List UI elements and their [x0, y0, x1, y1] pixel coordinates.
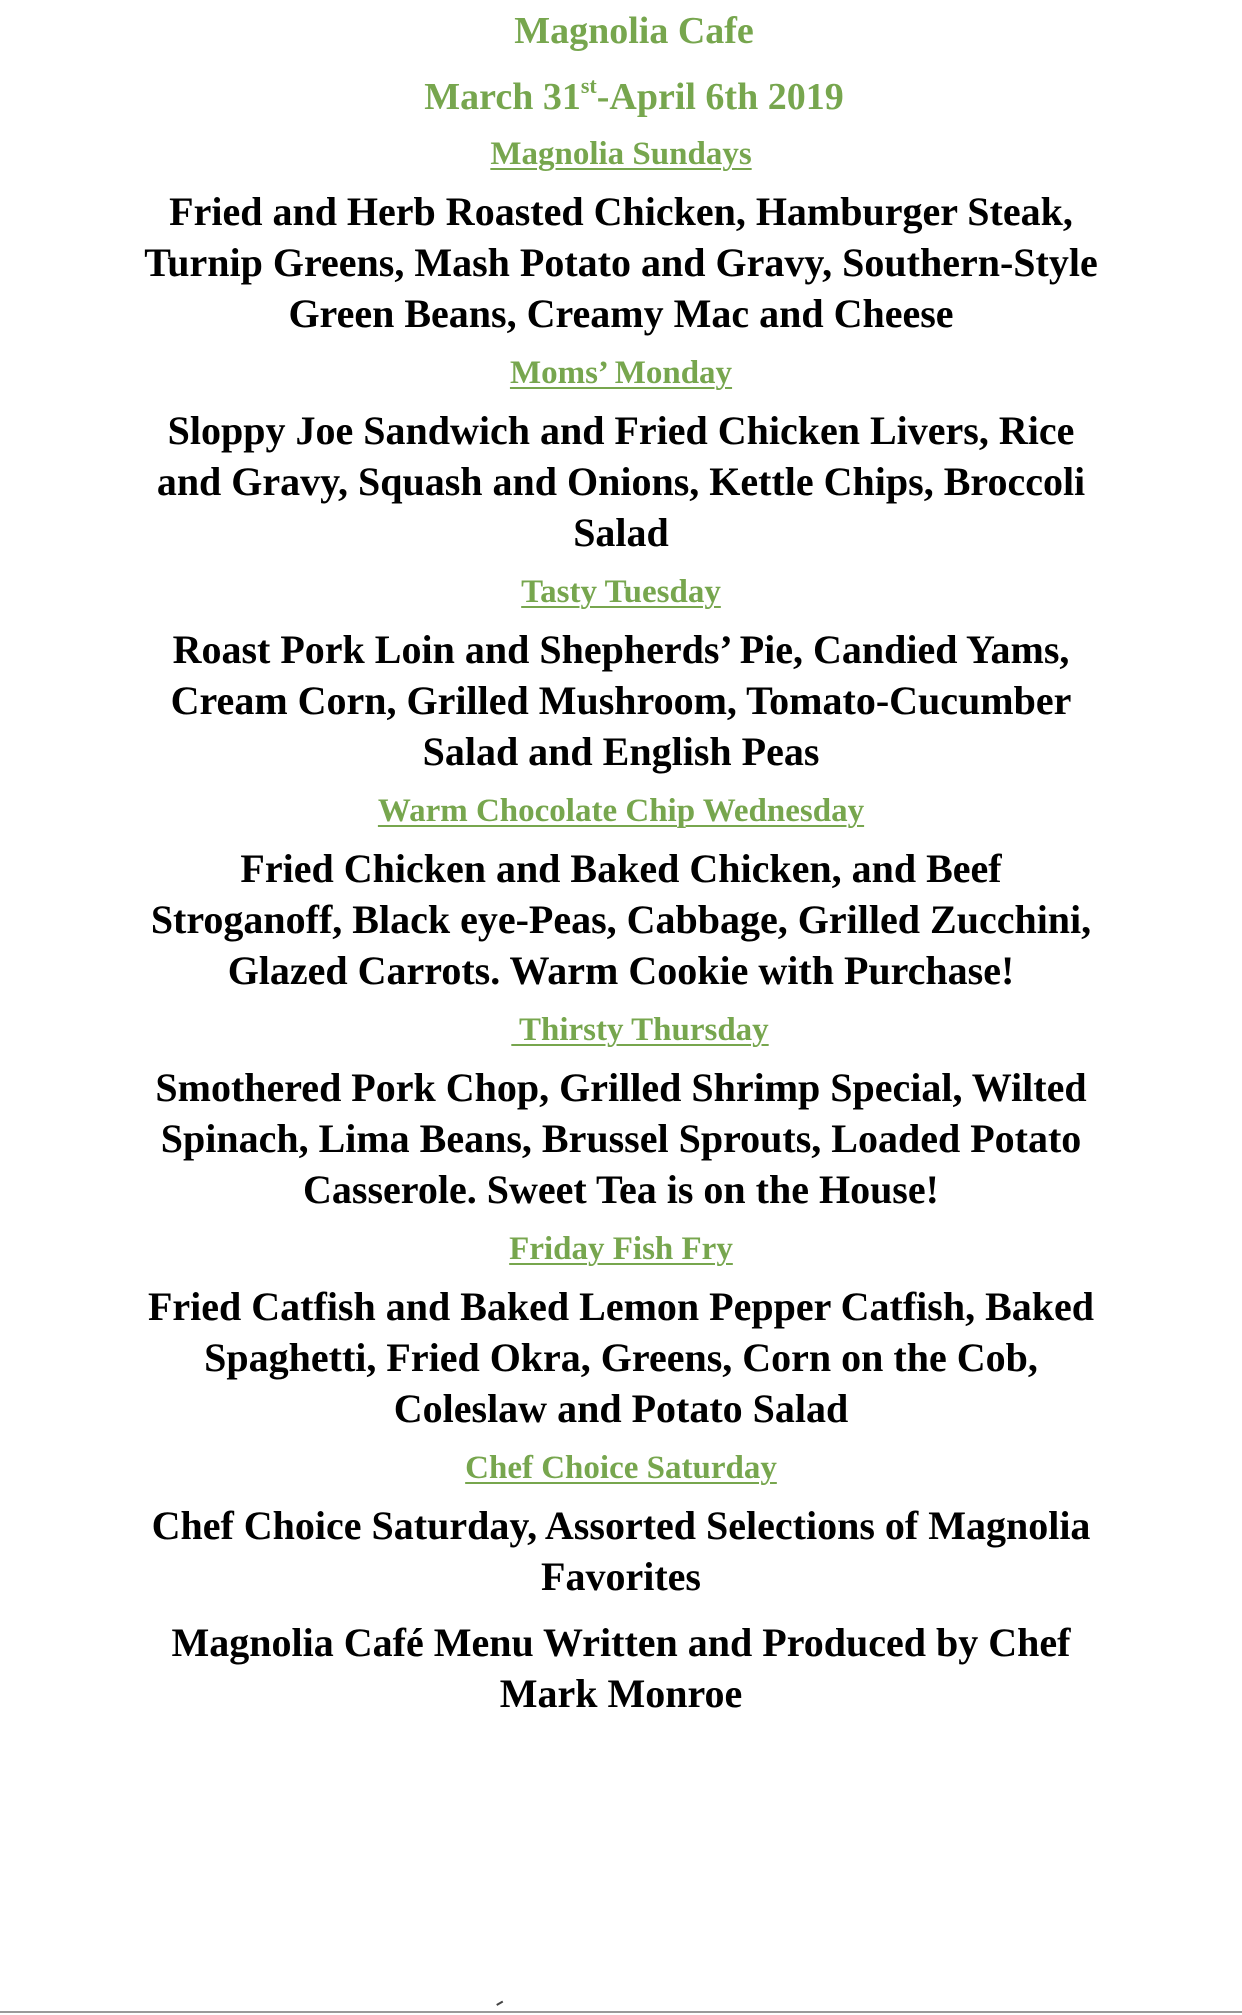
page-edge-mark [496, 2001, 505, 2009]
date-range [0, 72, 1242, 122]
menu-sunday: Fried and Herb Roasted Chicken, Hamburger Steak, Turnip Greens, Mash Potato and Gravy, Southern-Style Green Beans, Creamy Mac and Cheese [144, 189, 1098, 336]
day-heading-wednesday: Warm Chocolate Chip Wednesday [377, 793, 865, 829]
menu-tuesday: Roast Pork Loin and Shepherds’ Pie, Candied Yams, Cream Corn, Grilled Mushroom, Tomato-Cucumber Salad and English Peas [170, 627, 1072, 774]
day-heading-monday: Moms’ Monday [509, 355, 733, 391]
day-heading-friday: Friday Fish Fry [509, 1231, 733, 1267]
day-heading-sunday: Magnolia Sundays [490, 136, 752, 172]
day-heading-saturday: Chef Choice Saturday [465, 1450, 777, 1486]
cafe-title: Magnolia Cafe [514, 10, 754, 52]
date-range-end: -April 6th 2019 [596, 76, 844, 118]
date-range-ordinal: st [580, 73, 597, 98]
page-bottom-divider [0, 2011, 1242, 2013]
menu-thursday: Smothered Pork Chop, Grilled Shrimp Special, Wilted Spinach, Lima Beans, Brussel Sprouts, Loaded Potato Casserole. Sweet Tea is on the House! [155, 1065, 1087, 1212]
menu-wednesday: Fried Chicken and Baked Chicken, and Beef Stroganoff, Black eye-Peas, Cabbage, Grilled Zucchini, Glazed Carrots. Warm Cookie with Purchase! [150, 846, 1092, 993]
menu-monday: Sloppy Joe Sandwich and Fried Chicken Livers, Rice and Gravy, Squash and Onions, Kettle Chips, Broccoli Salad [156, 408, 1086, 555]
day-heading-tuesday: Tasty Tuesday [521, 574, 721, 610]
menu-friday: Fried Catfish and Baked Lemon Pepper Catfish, Baked Spaghetti, Fried Okra, Greens, Corn on the Cob, Coleslaw and Potato Salad [147, 1284, 1094, 1431]
menu-credit: Magnolia Café Menu Written and Produced by Chef Mark Monroe [171, 1620, 1071, 1716]
menu-saturday: Chef Choice Saturday, Assorted Selections of Magnolia Favorites [151, 1503, 1091, 1599]
date-range-start: March 31 [424, 76, 581, 118]
day-heading-thursday: Thirsty Thursday [511, 1012, 769, 1048]
